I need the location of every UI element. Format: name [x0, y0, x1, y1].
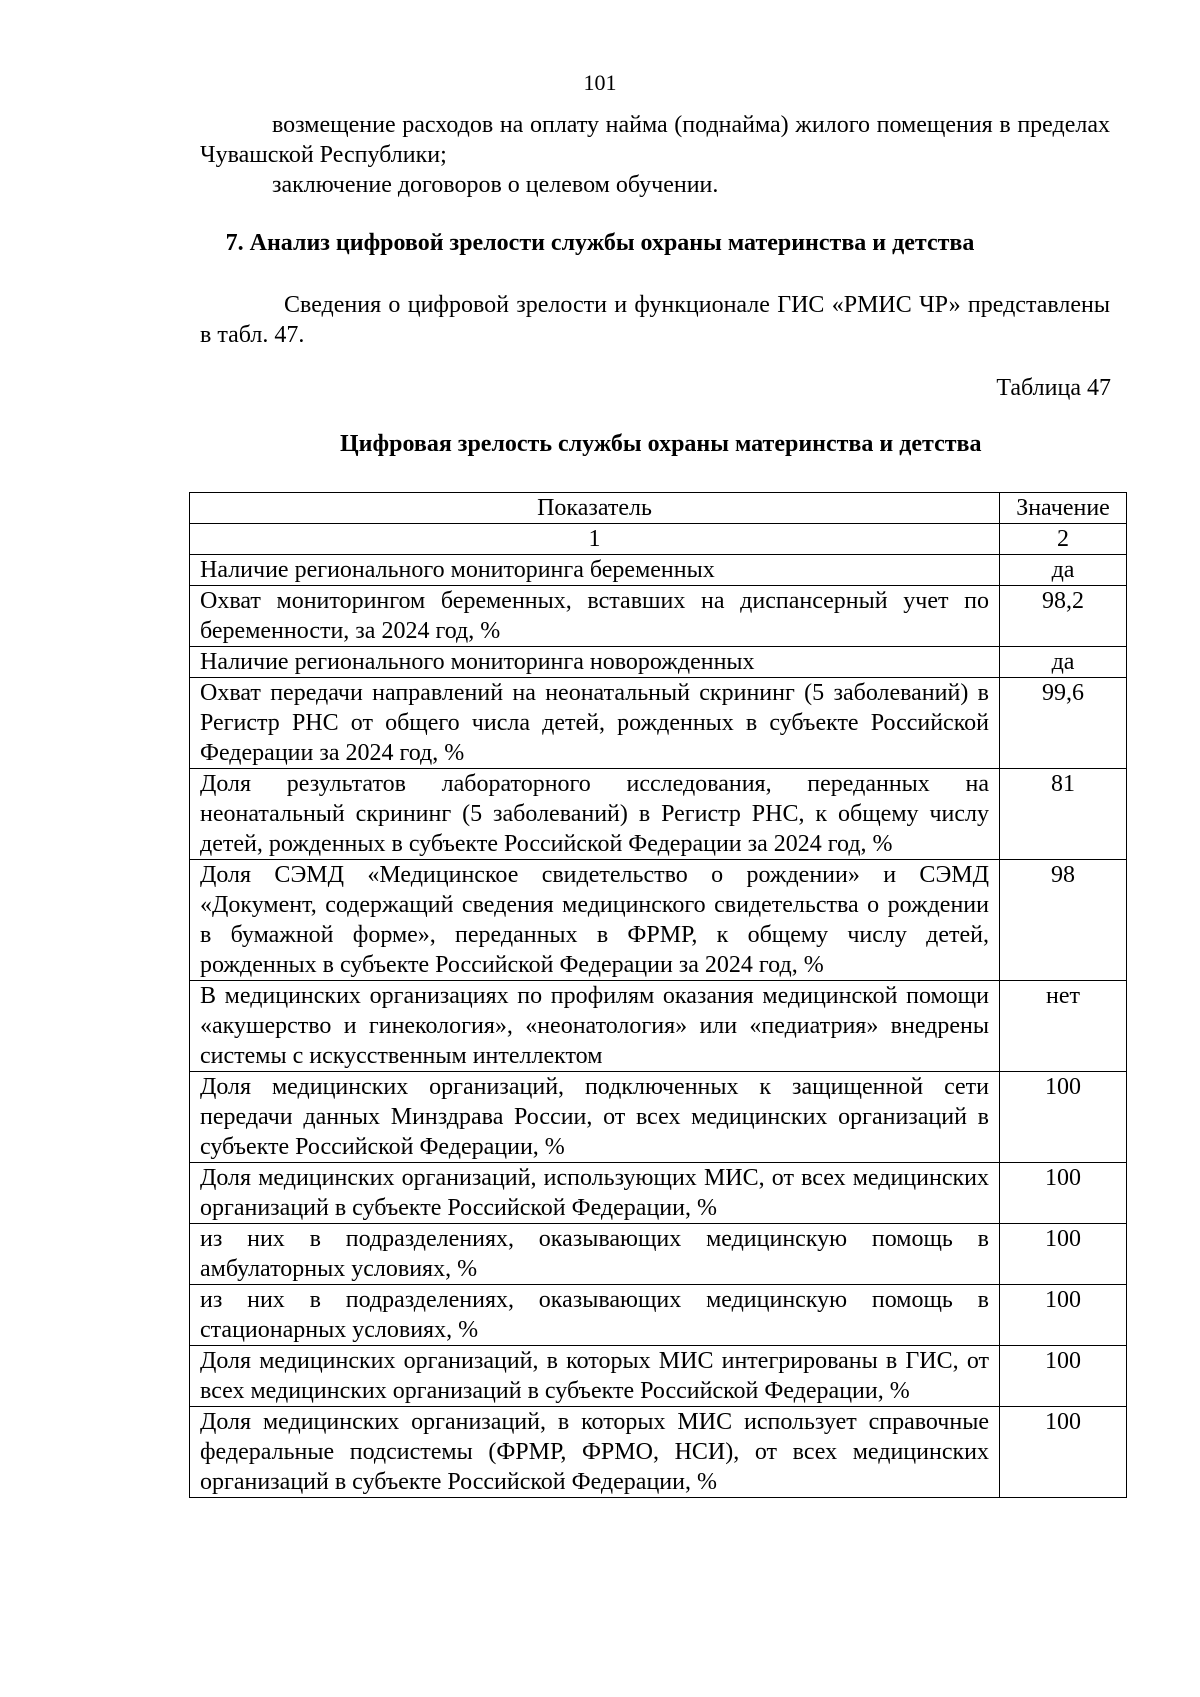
indicator-cell: Доля медицинских организаций, в которых МИС использует справочные федеральные подсистемы (ФРМР, ФРМО, НСИ), от всех медицинских организаций в субъекте Российской Федерации, % [190, 1407, 1000, 1498]
indicator-cell: Охват передачи направлений на неонатальный скрининг (5 заболеваний) в Регистр РНС от общего числа детей, рожденных в субъекте Российской Федерации за 2024 год, % [190, 678, 1000, 769]
table-row [190, 1407, 1127, 1498]
digital-maturity-table [189, 492, 1127, 1498]
indicator-cell: Доля результатов лабораторного исследования, переданных на неонатальный скрининг (5 заболеваний) в Регистр РНС, к общему числу детей, рожденных в субъекте Российской Федерации за 2024 год, % [190, 769, 1000, 860]
value-cell: 99,6 [1000, 678, 1127, 769]
table-row [190, 769, 1127, 860]
value-cell: 100 [1000, 1224, 1127, 1285]
indicator-cell: Доля медицинских организаций, подключенных к защищенной сети передачи данных Минздрава России, от всех медицинских организаций в субъекте Российской Федерации, % [190, 1072, 1000, 1163]
table-row [190, 555, 1127, 586]
table-label: Таблица 47 [996, 375, 1111, 401]
value-cell: 81 [1000, 769, 1127, 860]
column-numbering-row [190, 524, 1127, 555]
table-body [190, 524, 1127, 1498]
value-cell: 100 [1000, 1163, 1127, 1224]
intro-line-1: возмещение расходов на оплату найма (поднайма) жилого помещения в пределах Чувашской Республики; [200, 112, 1110, 168]
indicator-cell: Наличие регионального мониторинга новорожденных [190, 647, 1000, 678]
value-cell: да [1000, 555, 1127, 586]
header-value: Значение [1000, 493, 1127, 524]
table-title: Цифровая зрелость службы охраны материнства и детства [340, 431, 982, 457]
section-text: Сведения о цифровой зрелости и функционале ГИС «РМИС ЧР» представлены в табл. 47. [200, 292, 1110, 348]
value-cell: 100 [1000, 1407, 1127, 1498]
value-cell: нет [1000, 981, 1127, 1072]
value-cell: 98,2 [1000, 586, 1127, 647]
table-row [190, 586, 1127, 647]
section-paragraph [200, 290, 1110, 350]
table-row [190, 1224, 1127, 1285]
table-row [190, 981, 1127, 1072]
value-cell: 100 [1000, 1072, 1127, 1163]
column-number-1: 1 [190, 524, 1000, 555]
value-cell: 100 [1000, 1285, 1127, 1346]
indicator-cell: из них в подразделениях, оказывающих медицинскую помощь в стационарных условиях, % [190, 1285, 1000, 1346]
section-heading: 7. Анализ цифровой зрелости службы охраны материнства и детства [225, 230, 975, 256]
table-row [190, 1285, 1127, 1346]
indicator-cell: Доля медицинских организаций, в которых МИС интегрированы в ГИС, от всех медицинских организаций в субъекте Российской Федерации, % [190, 1346, 1000, 1407]
table-row [190, 1072, 1127, 1163]
table-header-row [190, 493, 1127, 524]
indicator-cell: Наличие регионального мониторинга беременных [190, 555, 1000, 586]
table-row [190, 678, 1127, 769]
table-row [190, 1346, 1127, 1407]
table-row [190, 647, 1127, 678]
header-indicator: Показатель [190, 493, 1000, 524]
value-cell: да [1000, 647, 1127, 678]
table-row [190, 860, 1127, 981]
page-number: 101 [583, 70, 617, 95]
table-row [190, 1163, 1127, 1224]
value-cell: 98 [1000, 860, 1127, 981]
value-cell: 100 [1000, 1346, 1127, 1407]
intro-paragraph-1 [200, 110, 1110, 170]
indicator-cell: из них в подразделениях, оказывающих медицинскую помощь в амбулаторных условиях, % [190, 1224, 1000, 1285]
indicator-cell: Охват мониторингом беременных, вставших на диспансерный учет по беременности, за 2024 год, % [190, 586, 1000, 647]
intro-paragraph-2 [200, 170, 1110, 200]
intro-line-2: заключение договоров о целевом обучении. [272, 172, 719, 198]
indicator-cell: В медицинских организациях по профилям оказания медицинской помощи «акушерство и гинекология», «неонатология» или «педиатрия» внедрены системы с искусственным интеллектом [190, 981, 1000, 1072]
indicator-cell: Доля медицинских организаций, использующих МИС, от всех медицинских организаций в субъекте Российской Федерации, % [190, 1163, 1000, 1224]
column-number-2: 2 [1000, 524, 1127, 555]
indicator-cell: Доля СЭМД «Медицинское свидетельство о рождении» и СЭМД «Документ, содержащий сведения медицинского свидетельства о рождении в бумажной форме», переданных в ФРМР, к общему числу детей, рожденных в субъекте Российской Федерации за 2024 год, % [190, 860, 1000, 981]
